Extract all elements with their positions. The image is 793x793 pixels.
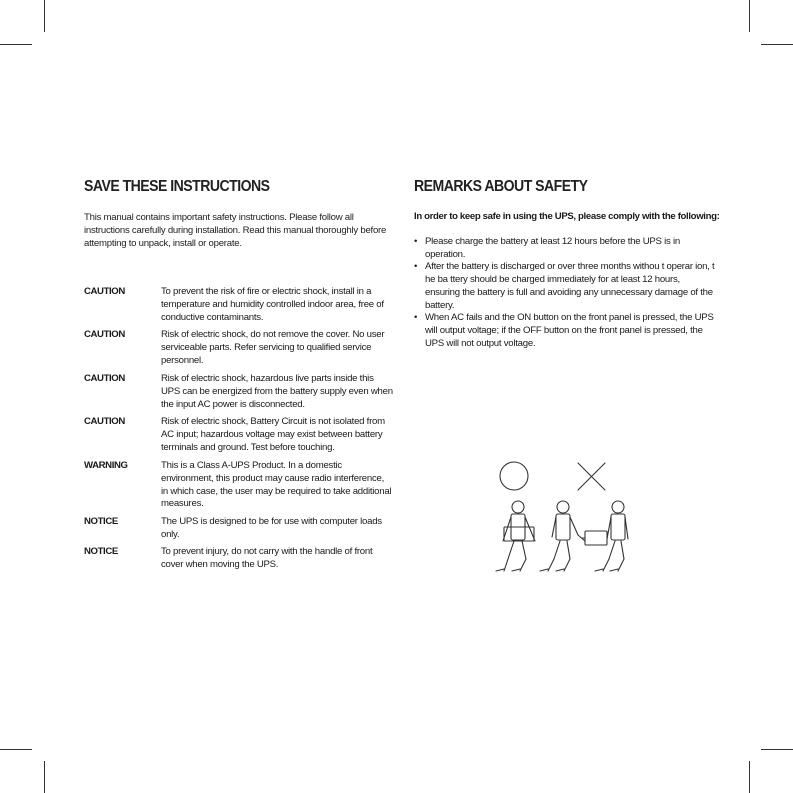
bullet-text: When AC fails and the ON button on the front panel is pressed, the UPS will output voltage; if the OFF button on the front panel is pressed, the UPS will not output voltage. xyxy=(425,312,714,349)
save-instructions-title: SAVE THESE INSTRUCTIONS xyxy=(84,178,270,195)
notice-label: CAUTION xyxy=(84,286,125,297)
notice-text: Risk of electric shock, do not remove the cover. No user serviceable parts. Refer servicing to qualified service personnel. xyxy=(161,329,385,366)
carry-illustration xyxy=(490,455,640,585)
safety-subtitle: In order to keep safe in using the UPS, please comply with the following: xyxy=(414,211,720,222)
bullet-text: Please charge the battery at least 12 hours before the UPS is in operation. xyxy=(425,236,680,260)
bullet-icon: • xyxy=(414,312,418,323)
remarks-safety-title: REMARKS ABOUT SAFETY xyxy=(414,178,588,195)
person-correct-icon xyxy=(496,501,535,571)
notice-label: CAUTION xyxy=(84,329,125,340)
notice-label: WARNING xyxy=(84,460,128,471)
crop-mark xyxy=(44,761,45,793)
notice-text: Risk of electric shock, Battery Circuit is not isolated from AC input; hazardous voltage may exist between battery terminals and ground. Test before touching. xyxy=(161,416,385,453)
crop-mark xyxy=(749,761,750,793)
crop-mark xyxy=(761,44,793,45)
bullet-icon: • xyxy=(414,261,418,272)
cross-no-icon xyxy=(578,463,605,490)
notice-label: NOTICE xyxy=(84,516,118,527)
crop-mark xyxy=(0,749,32,750)
crop-mark xyxy=(749,0,750,32)
notice-label: CAUTION xyxy=(84,416,125,427)
notice-text: To prevent the risk of fire or electric shock, install in a temperature and humidity controlled indoor area, free of conductive contaminants. xyxy=(161,286,384,323)
bullet-icon: • xyxy=(414,236,418,247)
bullet-text: After the battery is discharged or over three months withou t operar ion, t he ba ttery should be charged immediately for at least 12 hours, ensuring the battery is full and avoiding any unnecessary damage of the battery. xyxy=(425,261,715,311)
notice-text: This is a Class A-UPS Product. In a domestic environment, this product may cause radio interference, in which case, the user may be required to take additional measures. xyxy=(161,460,392,510)
crop-mark xyxy=(44,0,45,32)
notice-text: To prevent injury, do not carry with the handle of front cover when moving the UPS. xyxy=(161,546,373,570)
crop-mark xyxy=(761,749,793,750)
intro-paragraph: This manual contains important safety instructions. Please follow all instructions carefully during installation. Read this manual thoroughly before attempting to unpack, install or operate. xyxy=(84,212,387,249)
circle-ok-icon xyxy=(500,462,528,490)
notice-label: NOTICE xyxy=(84,546,118,557)
notice-text: The UPS is designed to be for use with computer loads only. xyxy=(161,516,382,540)
crop-mark xyxy=(0,44,32,45)
notice-label: CAUTION xyxy=(84,373,125,384)
person-wrong-icon xyxy=(540,501,607,571)
notice-text: Risk of electric shock, hazardous live parts inside this UPS can be energized from the battery supply even when the input AC power is disconnected. xyxy=(161,373,393,410)
person-wrong-icon xyxy=(595,501,628,571)
